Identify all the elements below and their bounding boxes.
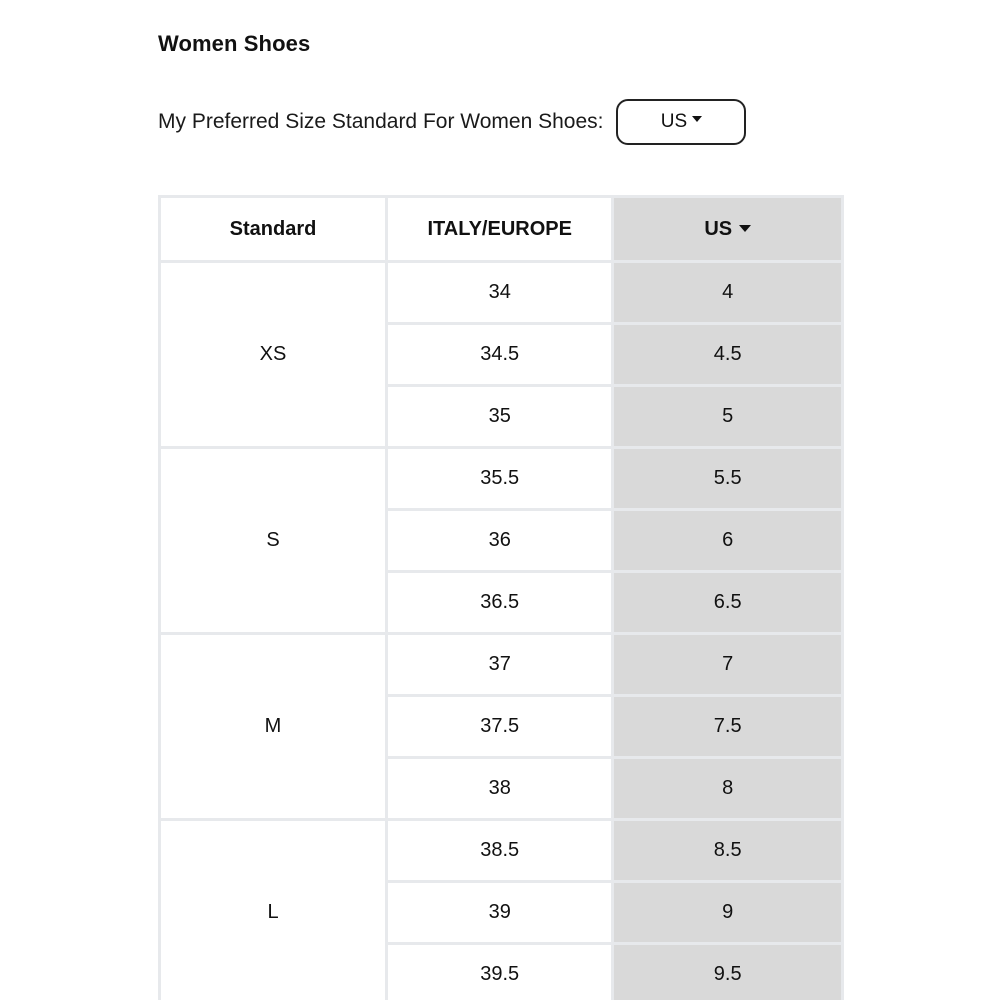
eu-size-cell: 36: [388, 511, 614, 573]
table-header-row: [161, 198, 844, 263]
eu-size-cell: 34: [388, 263, 614, 325]
us-size-cell: 6.5: [614, 573, 844, 635]
size-label-cell: L: [161, 821, 388, 1000]
us-size-cell: 7: [614, 635, 844, 697]
size-label-cell: M: [161, 635, 388, 821]
table-row: [161, 263, 844, 325]
header-italy-europe: ITALY/EUROPE: [388, 198, 614, 263]
preferred-size-row: [158, 97, 746, 147]
us-size-cell: 4.5: [614, 325, 844, 387]
table-row: [161, 821, 844, 883]
us-size-cell: 9.5: [614, 945, 844, 1000]
us-size-cell: 8: [614, 759, 844, 821]
us-size-cell: 9: [614, 883, 844, 945]
size-label-cell: XS: [161, 263, 388, 449]
eu-size-cell: 37: [388, 635, 614, 697]
table-row: [161, 449, 844, 511]
caret-down-icon: [739, 225, 751, 232]
preferred-size-label: My Preferred Size Standard For Women Shoes:: [158, 110, 604, 133]
eu-size-cell: 37.5: [388, 697, 614, 759]
us-size-cell: 8.5: [614, 821, 844, 883]
eu-size-cell: 38: [388, 759, 614, 821]
us-size-cell: 7.5: [614, 697, 844, 759]
header-standard: Standard: [161, 198, 388, 263]
header-us-dropdown[interactable]: [614, 198, 844, 263]
us-size-cell: 6: [614, 511, 844, 573]
size-standard-value: US: [660, 111, 688, 132]
size-label-cell: S: [161, 449, 388, 635]
size-standard-dropdown[interactable]: [616, 99, 746, 145]
eu-size-cell: 38.5: [388, 821, 614, 883]
eu-size-cell: 35.5: [388, 449, 614, 511]
table-body: [161, 263, 844, 1000]
section-title: Women Shoes: [158, 31, 311, 56]
us-size-cell: 5.5: [614, 449, 844, 511]
eu-size-cell: 35: [388, 387, 614, 449]
caret-down-icon: [692, 116, 702, 122]
table-row: [161, 635, 844, 697]
header-us-label: US: [704, 217, 733, 240]
eu-size-cell: 39: [388, 883, 614, 945]
eu-size-cell: 39.5: [388, 945, 614, 1000]
us-size-cell: 5: [614, 387, 844, 449]
us-size-cell: 4: [614, 263, 844, 325]
size-conversion-table: [158, 195, 844, 1000]
eu-size-cell: 34.5: [388, 325, 614, 387]
eu-size-cell: 36.5: [388, 573, 614, 635]
